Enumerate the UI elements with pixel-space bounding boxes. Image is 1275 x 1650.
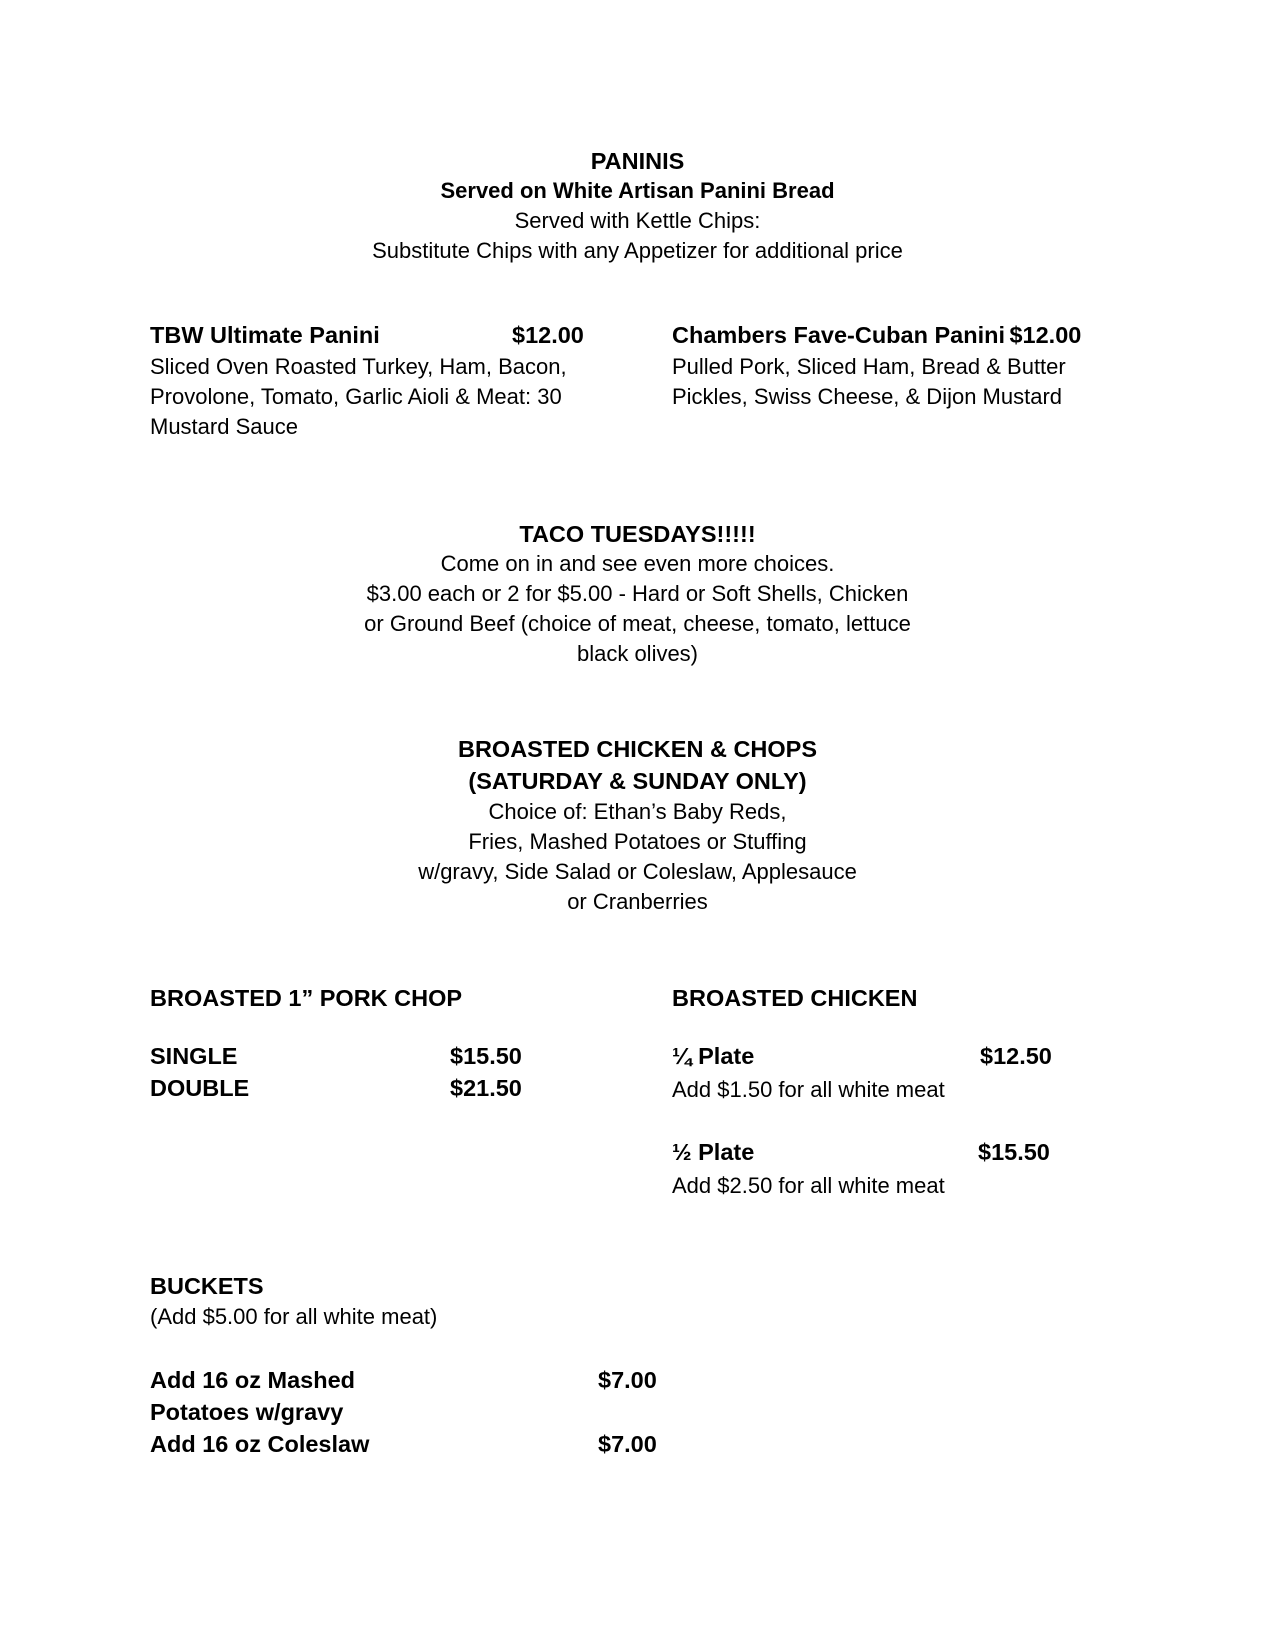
paninis-note-substitute: Substitute Chips with any Appetizer for additional price [372,238,903,263]
taco-line: $3.00 each or 2 for $5.00 - Hard or Soft Shells, Chicken [366,581,909,606]
chicken-half-label: ½ Plate [672,1139,755,1165]
broasted-line: Fries, Mashed Potatoes or Stuffing [468,829,807,854]
chicken-quarter-price: $12.50 [980,1043,1052,1069]
pork-chop-single-label: SINGLE [150,1043,238,1069]
chicken-half-price: $15.50 [978,1139,1050,1165]
panini-item-name: Chambers Fave-Cuban Panini [672,322,1005,348]
paninis-subtitle: Served on White Artisan Panini Bread [440,178,835,203]
buckets-note: (Add $5.00 for all white meat) [150,1304,438,1329]
paninis-header [0,146,1275,266]
chicken-half-note: Add $2.50 for all white meat [672,1173,945,1198]
panini-item-description: Sliced Oven Roasted Turkey, Ham, Bacon, Provolone, Tomato, Garlic Aioli & Meat: 30 Mustard Sauce [150,354,567,439]
panini-item-tbw [150,320,590,442]
broasted-section [0,733,1275,917]
panini-item-description: Pulled Pork, Sliced Ham, Bread & Butter Pickles, Swiss Cheese, & Dijon Mustard [672,354,1066,409]
buckets-title: BUCKETS [150,1273,264,1299]
pork-chop-single-price: $15.50 [450,1043,522,1069]
taco-line: or Ground Beef (choice of meat, cheese, tomato, lettuce [364,611,911,636]
bucket-coleslaw-price: $7.00 [598,1431,657,1457]
bucket-coleslaw-label: Add 16 oz Coleslaw [150,1431,370,1457]
paninis-note-chips: Served with Kettle Chips: [514,208,761,233]
panini-item-name: TBW Ultimate Panini [150,322,380,348]
bucket-mashed-label-2: Potatoes w/gravy [150,1399,344,1425]
taco-line: Come on in and see even more choices. [440,551,835,576]
bucket-mashed-price: $7.00 [598,1367,657,1393]
broasted-line: Choice of: Ethan’s Baby Reds, [488,799,787,824]
panini-item-price: $12.00 [512,322,584,348]
chicken-quarter-note: Add $1.50 for all white meat [672,1077,945,1102]
paninis-title: PANINIS [590,148,685,174]
broasted-line: w/gravy, Side Salad or Coleslaw, Applesauce [418,859,857,884]
taco-line: black olives) [576,641,699,666]
taco-section [0,519,1275,669]
bucket-mashed-label: Add 16 oz Mashed [150,1367,356,1393]
pork-chop-double-label: DOUBLE [150,1075,250,1101]
panini-item-price: $12.00 [1009,322,1082,348]
broasted-title: BROASTED CHICKEN & CHOPS [457,736,818,762]
panini-item-cuban [672,320,1132,412]
broasted-line: or Cranberries [567,889,708,914]
chicken-quarter-label: ¼ Plate [672,1043,755,1069]
chicken-title: BROASTED CHICKEN [672,985,918,1011]
pork-chop-title: BROASTED 1” PORK CHOP [150,985,463,1011]
taco-title: TACO TUESDAYS!!!!! [519,521,756,547]
broasted-subtitle: (SATURDAY & SUNDAY ONLY) [468,768,807,794]
pork-chop-double-price: $21.50 [450,1075,522,1101]
